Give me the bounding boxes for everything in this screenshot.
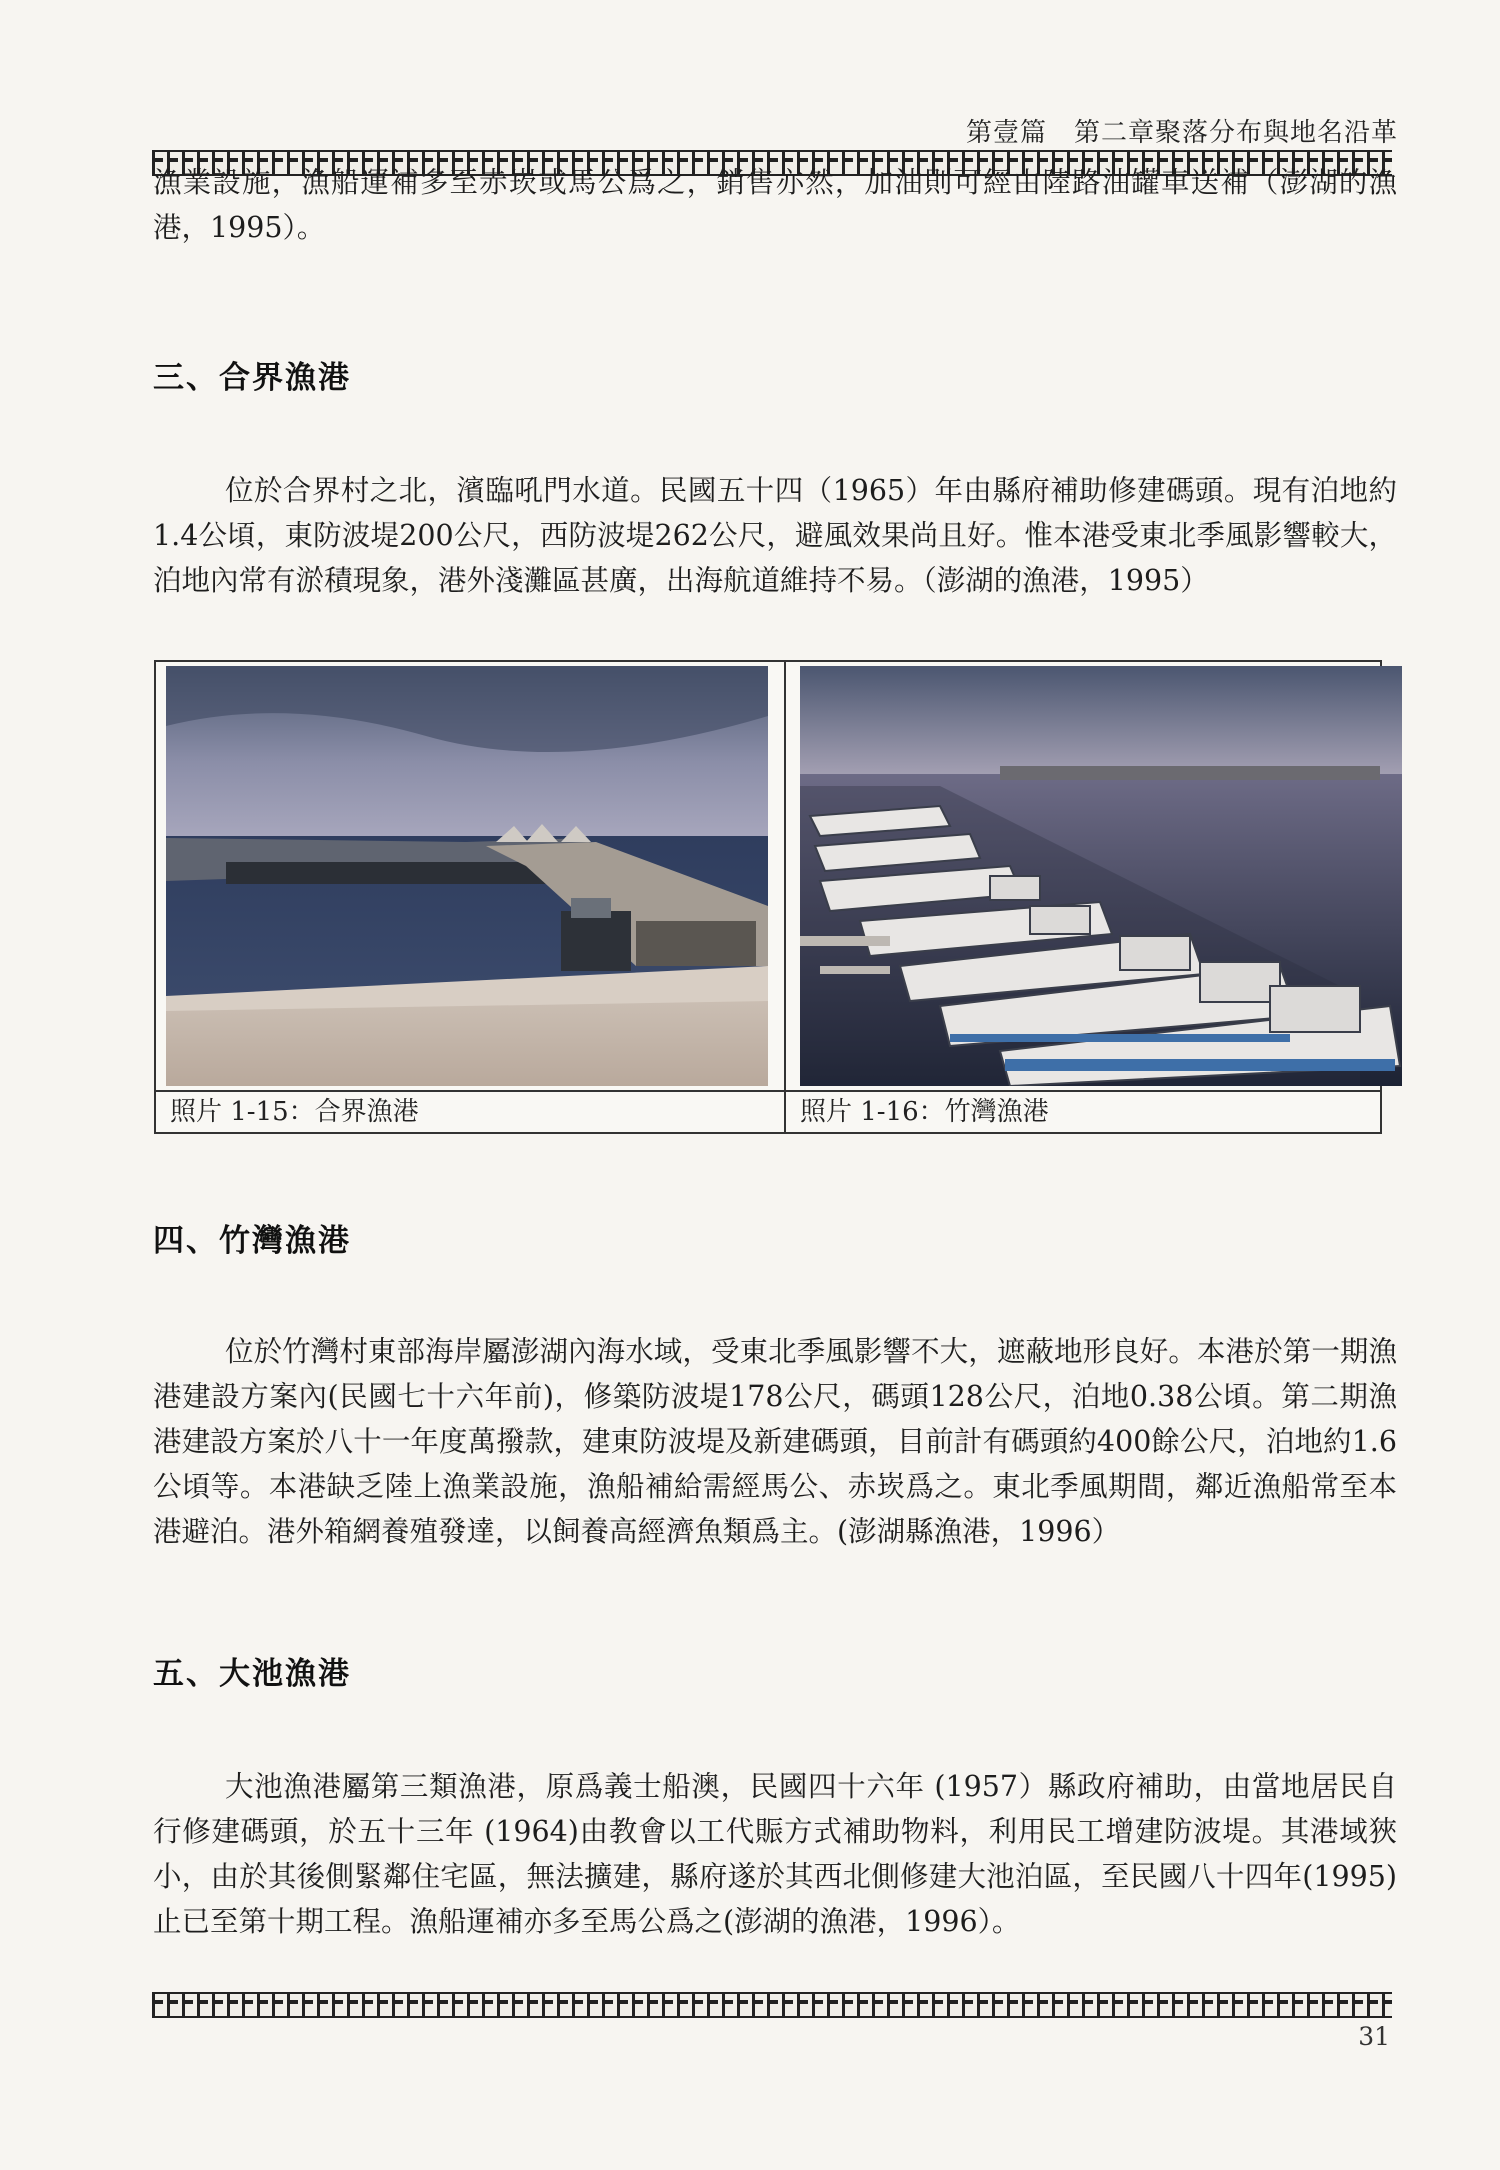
- photo-figure-panel: [154, 660, 1382, 1134]
- paragraph-zhuwan: 位於竹灣村東部海岸屬澎湖內海水域，受東北季風影響不大，遮蔽地形良好。本港於第一期漁港建設方案內(民國七十六年前)，修築防波堤178公尺，碼頭128公尺，泊地0.38公頃。第二期漁港建設方案於八十一年度萬撥款，建東防波堤及新建碼頭，目前計有碼頭約400餘公尺，泊地約1.6公頃等。本港缺乏陸上漁業設施，漁船補給需經馬公、赤崁爲之。東北季風期間，鄰近漁船常至本港避泊。港外箱網養殖發達，以飼養高經濟魚類爲主。(澎湖縣漁港，1996）: [153, 1335, 1397, 1548]
- bottom-fret-border: [152, 1992, 1392, 2018]
- photo-caption-zhuwan: 照片 1-16：竹灣漁港: [800, 1097, 1049, 1127]
- section-heading-hejie: 三、合界漁港: [153, 360, 351, 396]
- running-header: 第壹篇 第二章聚落分布與地名沿革: [965, 118, 1398, 148]
- figure-divider: [784, 662, 786, 1132]
- photo-hejie-harbor: [166, 666, 768, 1086]
- photo-caption-hejie: 照片 1-15：合界漁港: [170, 1097, 419, 1127]
- harbor-photo-image: [166, 666, 768, 1086]
- intro-paragraph: 漁業設施，漁船運補多至赤崁或馬公爲之，銷售亦然，加油則可經由陸路油罐車送補（澎湖的漁港，1995）。: [153, 166, 1397, 244]
- paragraph-hejie: 位於合界村之北，濱臨吼門水道。民國五十四（1965）年由縣府補助修建碼頭。現有泊地約1.4公頃，東防波堤200公尺，西防波堤262公尺，避風效果尚且好。惟本港受東北季風影響較大，泊地內常有淤積現象，港外淺灘區甚廣，出海航道維持不易。（澎湖的漁港，1995）: [153, 474, 1397, 597]
- paragraph-dachi: 大池漁港屬第三類漁港，原爲義士船澳，民國四十六年 (1957）縣政府補助，由當地居民自行修建碼頭，於五十三年 (1964)由教會以工代賑方式補助物料，利用民工增建防波堤。其港域狹小，由於其後側緊鄰住宅區，無法擴建，縣府遂於其西北側修建大池泊區，至民國八十四年(1995)止已至第十期工程。漁船運補亦多至馬公爲之(澎湖的漁港，1996）。: [153, 1770, 1397, 1938]
- section-heading-zhuwan: 四、竹灣漁港: [153, 1223, 351, 1259]
- photo-zhuwan-harbor: [800, 666, 1402, 1086]
- caption-rule: [156, 1090, 1380, 1092]
- section-heading-dachi: 五、大池漁港: [153, 1656, 351, 1692]
- page-number: 31: [1358, 2022, 1390, 2051]
- harbor-boats-image: [800, 666, 1402, 1086]
